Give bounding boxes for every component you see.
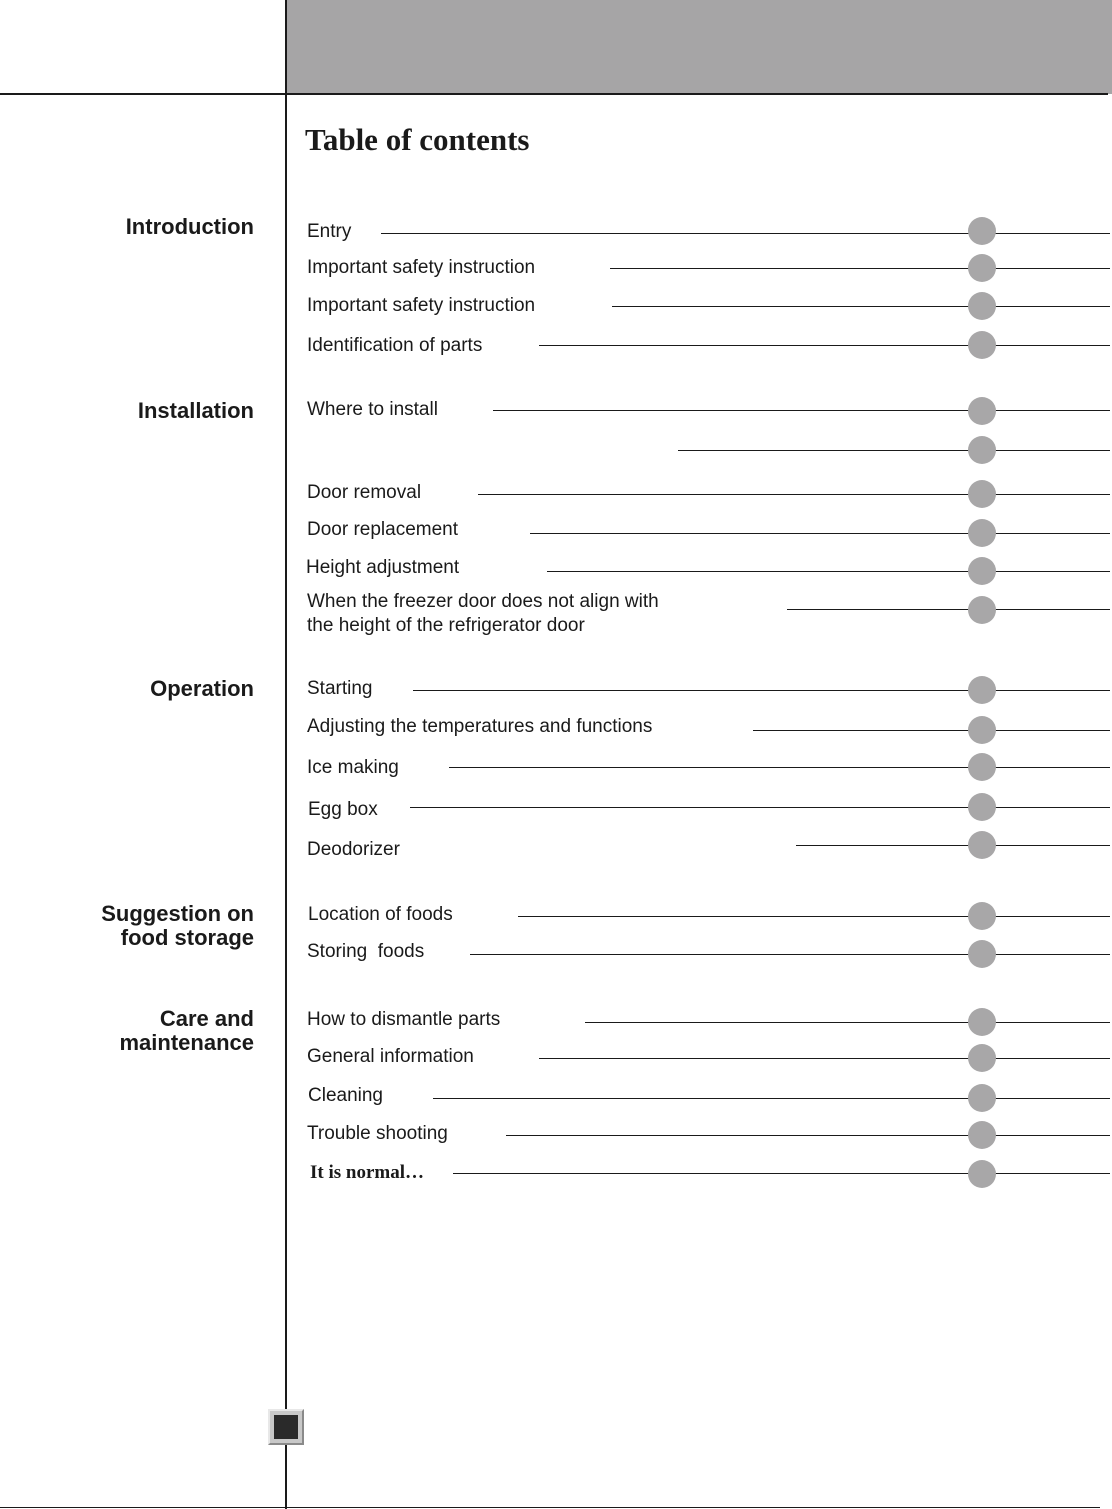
page-marker [968,292,996,320]
page-marker [968,436,996,464]
page-marker [968,596,996,624]
leader-line [678,450,1110,451]
leader-line [610,268,1110,269]
toc-entry-entry[interactable]: Entry [307,221,352,242]
toc-entry-cleaning[interactable]: Cleaning [308,1085,383,1106]
page-marker [968,254,996,282]
page-marker [968,1160,996,1188]
leader-line [410,807,1110,808]
toc-entry-where-to-install[interactable]: Where to install [307,399,438,420]
leader-line [478,494,1110,495]
section-label-installation: Installation [137,398,254,423]
leader-line [547,571,1110,572]
header-rule [0,93,1108,95]
page-marker [968,1084,996,1112]
section-label-line: Suggestion on food storage [101,901,254,950]
page-marker [968,217,996,245]
leader-line [539,345,1110,346]
page-marker [968,519,996,547]
page-marker [968,753,996,781]
toc-entry-identification[interactable]: Identification of parts [307,335,483,356]
section-label-line: Care and maintenance [119,1006,254,1055]
page-marker [968,557,996,585]
toc-entry-ice-making[interactable]: Ice making [307,757,399,778]
toc-entry-adjusting[interactable]: Adjusting the temperatures and functions [307,716,653,737]
leader-line [753,730,1110,731]
page-marker [968,1044,996,1072]
leader-line [539,1058,1110,1059]
page-marker [968,831,996,859]
leader-line [453,1173,1110,1174]
page-marker [968,397,996,425]
leader-line [470,954,1110,955]
toc-entry-door-align[interactable]: When the freezer door does not align with the height of the refrigerator door [307,591,659,636]
leader-line [796,845,1110,846]
section-label-care [120,1007,255,1055]
toc-entry-safety-2[interactable]: Important safety instruction [307,295,536,316]
toc-entry-general-info[interactable]: General information [307,1046,474,1067]
page-number-box-inner [274,1415,298,1439]
section-label-food-storage [101,902,254,950]
toc-entry-storing-foods[interactable]: Storing foods [307,941,425,962]
toc-entry-dismantle[interactable]: How to dismantle parts [307,1009,501,1030]
page-marker [968,331,996,359]
footer-rule [0,1507,1100,1508]
leader-line [449,767,1110,768]
leader-line [413,690,1110,691]
toc-entry-egg-box[interactable]: Egg box [308,799,378,820]
leader-line [787,609,1110,610]
toc-entry-safety-1[interactable]: Important safety instruction [307,257,536,278]
column-divider [285,0,287,1509]
toc-entry-deodorizer[interactable]: Deodorizer [307,839,400,860]
leader-line [518,916,1110,917]
page-number-box [268,1409,304,1445]
toc-entry-starting[interactable]: Starting [307,678,373,699]
page-title: Table of contents [305,122,530,157]
toc-entry-location-of-foods[interactable]: Location of foods [308,904,453,925]
page-marker [968,676,996,704]
section-label-operation: Operation [150,676,254,701]
leader-line [506,1135,1110,1136]
leader-line [381,233,1110,234]
header-band [286,0,1112,94]
leader-line [493,410,1110,411]
page-marker [968,902,996,930]
leader-line [612,306,1110,307]
toc-entry-it-is-normal[interactable]: It is normal… [310,1162,424,1183]
page-marker [968,716,996,744]
page-marker [968,793,996,821]
page-marker [968,1121,996,1149]
section-label-introduction: Introduction [125,214,254,239]
page-marker [968,940,996,968]
toc-entry-door-replacement[interactable]: Door replacement [307,519,459,540]
toc-entry-height-adjustment[interactable]: Height adjustment [306,557,460,578]
toc-entry-door-removal[interactable]: Door removal [307,482,422,503]
toc-entry-trouble-shooting[interactable]: Trouble shooting [307,1123,448,1144]
leader-line [530,533,1110,534]
leader-line [585,1022,1110,1023]
page-marker [968,480,996,508]
page-marker [968,1008,996,1036]
leader-line [433,1098,1110,1099]
